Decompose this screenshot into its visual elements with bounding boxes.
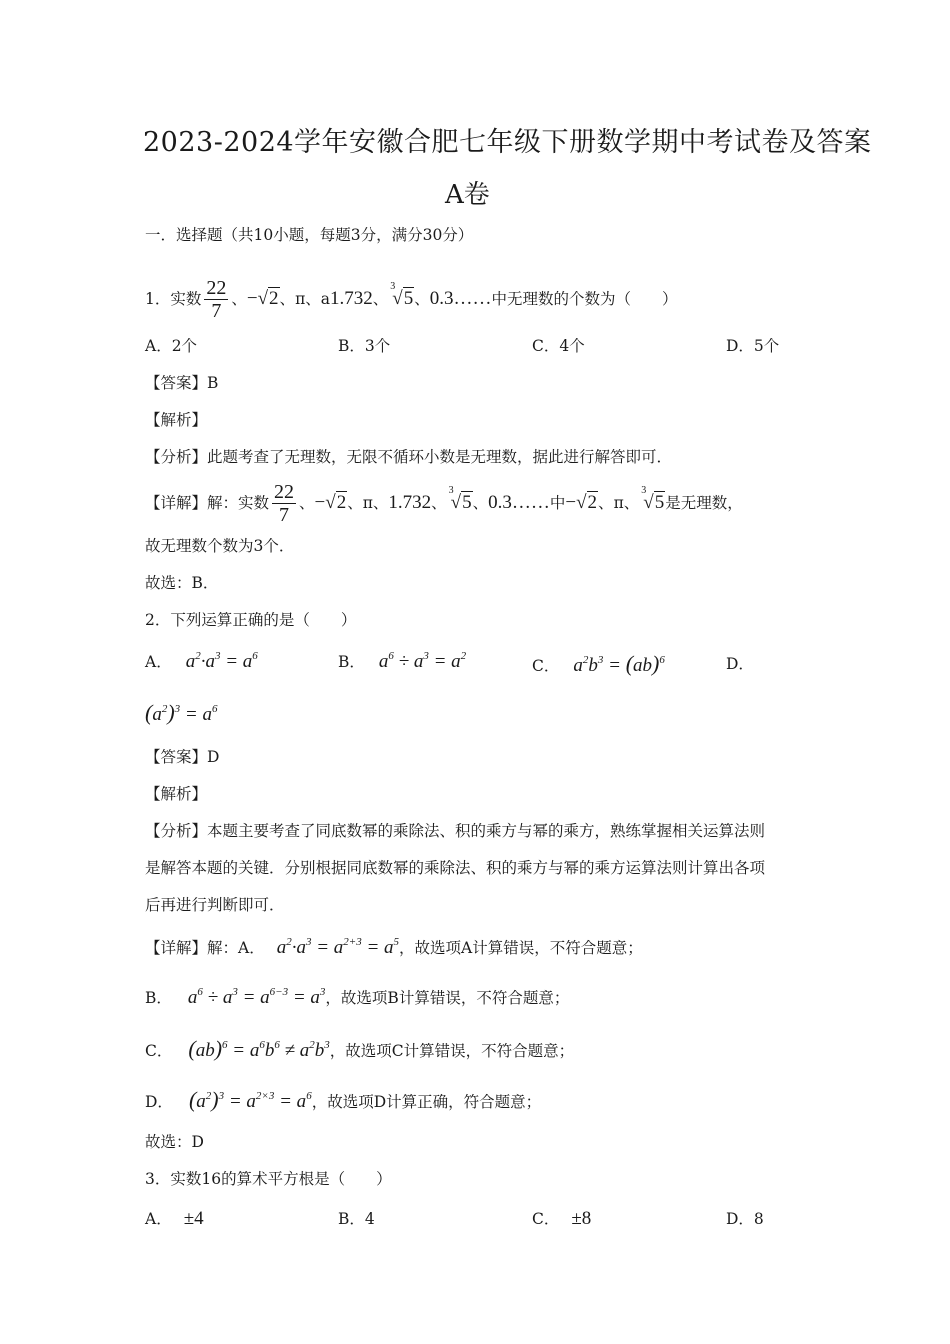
q1-detail — [145, 472, 743, 534]
sep: 、 — [372, 289, 389, 308]
frac-num: 22 — [274, 480, 295, 503]
question-2-stem: 2．下列运算正确的是（ ） — [145, 611, 357, 629]
q2-analysis-line2: 是解答本题的关键．分别根据同底数幂的乘除法、积的乘方与幂的乘方运算法则计算出各项 — [145, 859, 766, 877]
q2-option-c: C． $a^2b^3 = (ab)^6$ — [532, 651, 665, 676]
sep: 、 — [598, 493, 614, 512]
cbrt-index: 3 — [448, 484, 454, 496]
sqrt-2: √2 — [257, 287, 279, 309]
question-3-stem: 3．实数16的算术平方根是（ ） — [145, 1170, 392, 1188]
pi: π — [362, 493, 373, 512]
frac-den: 7 — [279, 503, 290, 526]
question-1-stem — [145, 264, 678, 334]
sep: 、 — [414, 289, 430, 308]
q1-option-d: D．5个 — [726, 337, 780, 355]
q1-answer: 【答案】B — [145, 374, 219, 392]
repeating-decimal: 0.3…… — [429, 287, 492, 309]
q1-choose: 故选：B． — [145, 574, 219, 592]
q2-detail-a: 【详解】解：A． $a^2\cdot a^3 = a^{2+3} = a^5$，故选项A计算错误，不符合题意； — [145, 936, 643, 958]
q3-option-c — [532, 1208, 591, 1231]
q2-analysis-line3: 后再进行判断即可． — [145, 896, 285, 914]
label: D． — [145, 1093, 173, 1111]
sqrt-val: 2 — [336, 491, 347, 513]
cbrt-5: 3 √5 — [641, 484, 665, 513]
q3-option-a — [145, 1208, 204, 1231]
cbrt-index: 3 — [390, 280, 396, 292]
q2-choose: 故选：D — [145, 1133, 204, 1151]
q2-analysis-head: 【解析】 — [145, 785, 208, 803]
label: 【详解】解：A． — [145, 939, 265, 957]
shi: 是无理数， — [665, 493, 743, 512]
decimal: 1.732 — [330, 287, 373, 309]
suffix: ，故选项B计算错误，不符合题意； — [325, 989, 570, 1007]
q2-analysis-line1: 【分析】本题主要考查了同底数幂的乘除法、积的乘方与幂的乘方，熟练掌握相关运算法则 — [145, 822, 766, 840]
page-title: 2023-2024学年安徽合肥七年级下册数学期中考试卷及答案 — [143, 127, 872, 158]
q3-option-b: B．4 — [338, 1210, 375, 1228]
q2-option-d-label: D． — [726, 655, 754, 673]
sep: 、 — [279, 289, 296, 308]
sqrt-2: √2 — [576, 491, 598, 513]
q1-analysis-head: 【解析】 — [145, 411, 208, 429]
q2-detail-c: C． $(ab)^6 = a^6b^6 \ne a^2b^3$，故选项C计算错误，不符合题意； — [145, 1036, 575, 1061]
suffix: ，故选项C计算错误，不符合题意； — [329, 1042, 575, 1060]
value: ±8 — [571, 1208, 592, 1229]
sep: 、 — [623, 493, 640, 512]
q1-option-b: B．3个 — [338, 337, 391, 355]
sep: 、 — [231, 289, 247, 308]
q1-analysis: 【分析】此题考查了无理数，无限不循环小数是无理数，据此进行解答即可． — [145, 448, 673, 466]
frac-den: 7 — [211, 299, 222, 322]
decimal: 1.732 — [388, 491, 432, 513]
section-heading: 一．选择题（共10小题，每题3分，满分30分） — [145, 226, 474, 244]
q2-answer: 【答案】D — [145, 748, 220, 766]
fraction-22-7 — [204, 277, 228, 322]
sep: 、 — [472, 493, 489, 512]
cbrt-index: 3 — [641, 484, 647, 496]
repeating-decimal: 0.3…… — [488, 491, 550, 513]
zhong: 中 — [549, 493, 566, 512]
neg-sign: − — [246, 287, 258, 309]
cbrt-val: 5 — [403, 287, 414, 309]
pi: π — [295, 289, 306, 308]
page-subtitle: A卷 — [445, 180, 490, 210]
suffix: ，故选项D计算正确，符合题意； — [311, 1093, 542, 1111]
q2-option-b: B． $a^6 \div a^3 = a^2$ — [338, 650, 467, 672]
q3-option-d: D．8 — [726, 1210, 764, 1228]
cbrt-val: 5 — [462, 491, 472, 513]
sep: 、 — [347, 493, 363, 512]
sqrt-2: √2 — [325, 491, 347, 513]
q1-prefix: 1．实数 — [145, 289, 202, 308]
cbrt-val: 5 — [654, 491, 665, 513]
pi: π — [613, 493, 624, 512]
sep: 、 — [431, 493, 447, 512]
label: A． — [145, 1210, 172, 1228]
label: C． — [532, 1210, 560, 1228]
sqrt-val: 2 — [269, 287, 279, 309]
label: A． — [145, 653, 172, 671]
a-prefix: a — [320, 289, 331, 308]
detail-prefix: 【详解】解：实数 — [145, 493, 270, 512]
label: B． — [145, 989, 172, 1007]
neg-sign: − — [314, 491, 326, 513]
sep: 、 — [372, 493, 389, 512]
label: C． — [145, 1042, 173, 1060]
q1-suffix: 中无理数的个数为（ ） — [491, 289, 678, 308]
fraction-22-7 — [272, 481, 296, 526]
suffix: ，故选项A计算错误，不符合题意； — [399, 939, 643, 957]
q2-option-a: A． $a^2\cdot a^3 = a^6$ — [145, 650, 258, 672]
value: ±4 — [183, 1208, 204, 1229]
sep: 、 — [305, 289, 321, 308]
cbrt-5: 3 √5 — [448, 484, 472, 513]
sqrt-val: 2 — [587, 491, 598, 513]
sep: 、 — [299, 493, 315, 512]
neg-sign: − — [565, 491, 577, 513]
frac-num: 22 — [206, 276, 227, 299]
q2-detail-d: D． $(a^2)^3 = a^{2\times 3} = a^6$，故选项D计算正确，符合题意； — [145, 1087, 542, 1112]
q2-detail-b: B． $a^6 \div a^3 = a^{6-3} = a^3$，故选项B计算错误，不符合题意； — [145, 986, 570, 1008]
q1-option-a: A．2个 — [145, 337, 198, 355]
label: B． — [338, 653, 365, 671]
q2-option-d-expr: $(a^2)^3 = a^6$ — [145, 700, 218, 725]
label: C． — [532, 657, 560, 675]
cbrt-5: 3 √5 — [390, 280, 414, 309]
q1-detail-line2: 故无理数个数为3个． — [145, 537, 295, 555]
q1-option-c: C．4个 — [532, 337, 585, 355]
